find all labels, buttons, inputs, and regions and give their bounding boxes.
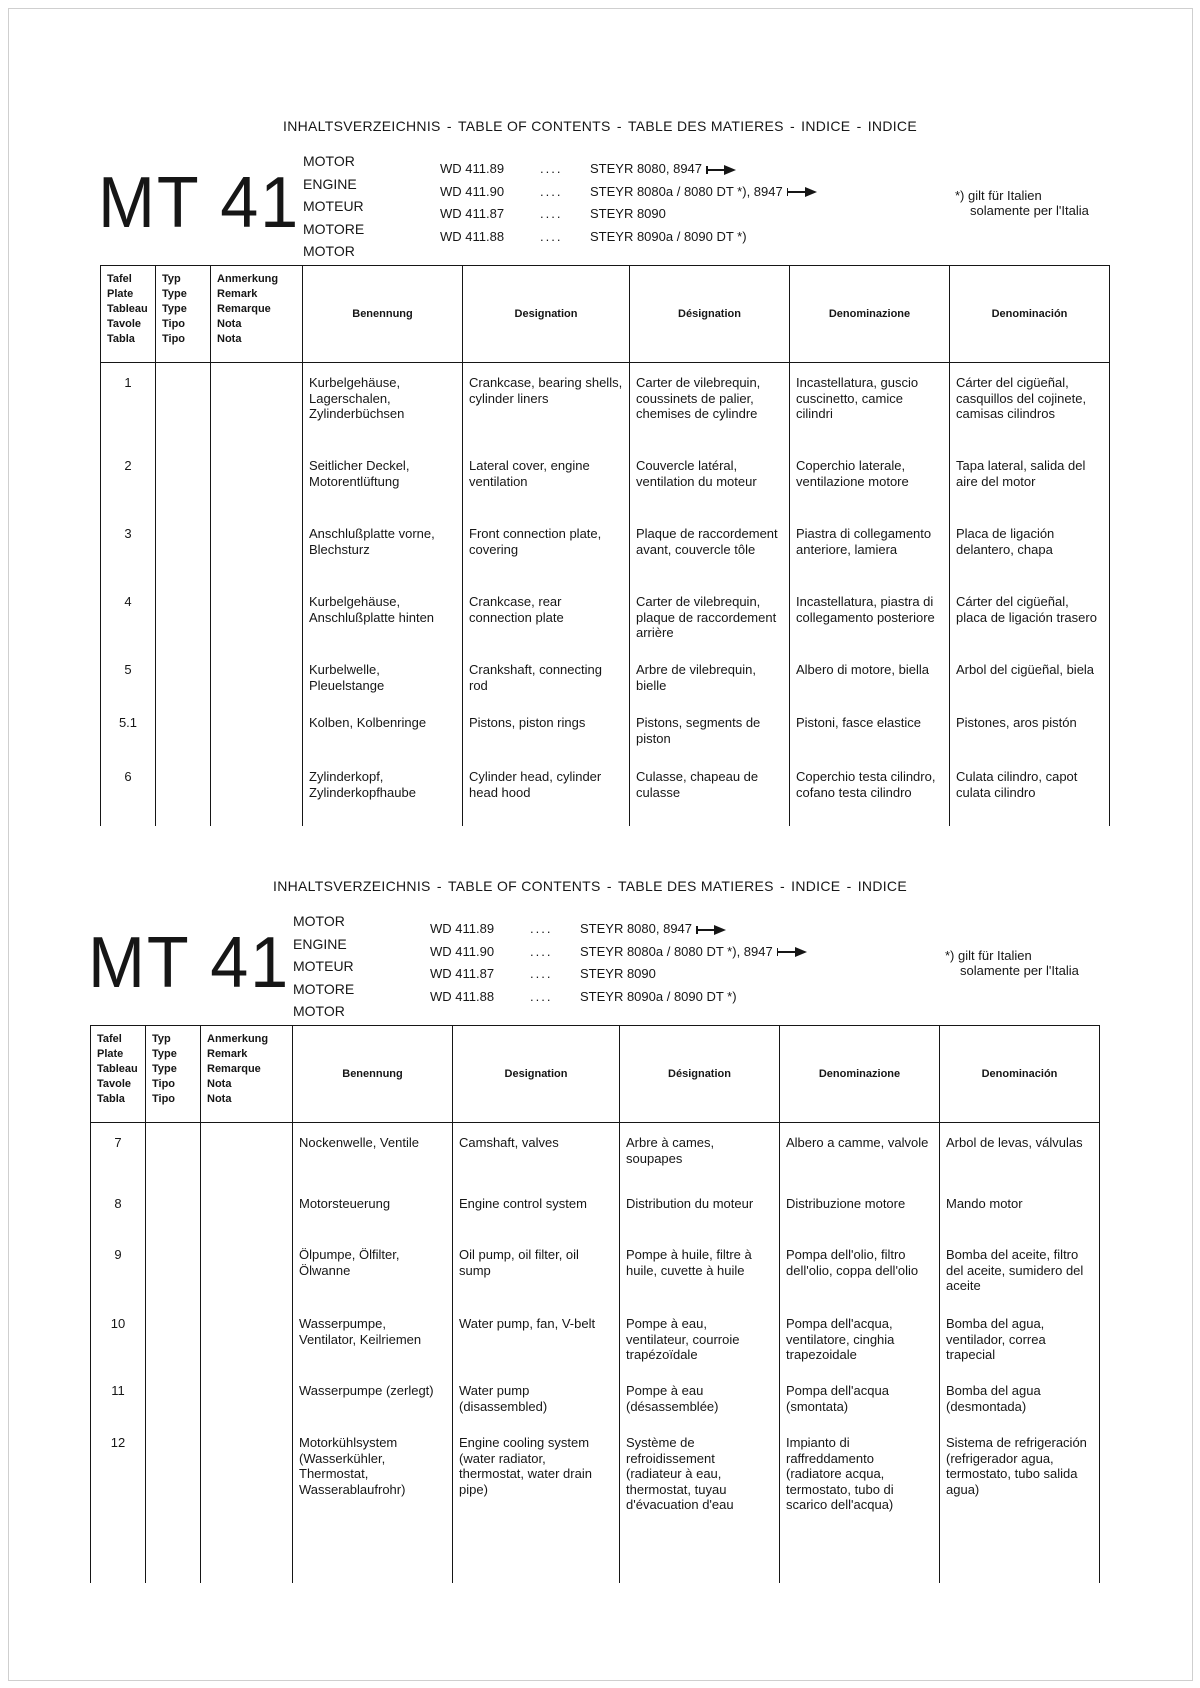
- table-row: 10 Wasserpumpe, Ventilator, Keilriemen Water pump, fan, V-belt Pompe à eau, ventilateur, courroie trapézoïdale Pompa dell'acqua, ventilatore, cinghia trapezoidale Bomba del agua, ventilador, correa trapecial: [91, 1316, 1100, 1383]
- toc-heading: INHALTSVERZEICHNIS - TABLE OF CONTENTS - TABLE DES MATIERES - INDICE - INDICE: [273, 878, 907, 894]
- table-row: 2 Seitlicher Deckel, Motorentlüftung Lateral cover, engine ventilation Couvercle latéral, ventilation du moteur Coperchio laterale, ventilazione motore Tapa lateral, salida del aire del motor: [101, 458, 1110, 526]
- col-header-it: Denominazione: [790, 266, 950, 363]
- model-row: WD 411.90 .... STEYR 8080a / 8080 DT *), 8947: [440, 181, 817, 204]
- model-list: [430, 918, 807, 1008]
- col-header-en: Designation: [453, 1026, 620, 1123]
- col-header-de: Benennung: [303, 266, 463, 363]
- arrow-right-icon: [787, 187, 817, 197]
- model-row: WD 411.87 .... STEYR 8090: [440, 206, 666, 221]
- arrow-right-icon: [777, 947, 807, 957]
- table-row: 7 Nockenwelle, Ventile Camshaft, valves Arbre à cames, soupapes Albero a camme, valvole Arbol de levas, válvulas: [91, 1135, 1100, 1196]
- model-logo: MT 41: [98, 163, 301, 243]
- table-row: 9 Ölpumpe, Ölfilter, Ölwanne Oil pump, oil filter, oil sump Pompe à huile, filtre à huile, cuvette à huile Pompa dell'olio, filtro dell'olio, coppa dell'olio Bomba del aceite, filtro del aceite, sumidero del aceite: [91, 1247, 1100, 1316]
- table-row: 3 Anschlußplatte vorne, Blechsturz Front connection plate, covering Plaque de raccordement avant, couvercle tôle Piastra di collegamento anteriore, lamiera Placa de ligación delantero, chapa: [101, 526, 1110, 594]
- col-header-it: Denominazione: [780, 1026, 940, 1123]
- table-row: 12 Motorkühlsystem (Wasserkühler, Thermostat, Wasserablaufrohr) Engine cooling system (water radiator, thermostat, water drain pipe) Système de refroidissement (radiateur à eau, thermostat, tuyau d'évacuation d'eau Impianto di raffreddamento (radiatore acqua, termostato, tubo di scarico dell'acqua) Sistema de refrigeración (refrigerador agua, termostato, tubo salida agua): [91, 1435, 1100, 1583]
- model-row: WD 411.87 .... STEYR 8090: [430, 966, 656, 981]
- model-logo: MT 41: [88, 923, 291, 1003]
- col-header-es: Denominación: [940, 1026, 1100, 1123]
- engine-label-list: MOTOR ENGINE MOTEUR MOTORE MOTOR: [293, 913, 355, 1019]
- contents-table: [90, 1025, 1100, 1583]
- contents-table: [100, 265, 1110, 826]
- col-header-fr: Désignation: [620, 1026, 780, 1123]
- engine-label-list: MOTOR ENGINE MOTEUR MOTORE MOTOR: [303, 153, 365, 259]
- table-row: 1 Kurbelgehäuse, Lagerschalen, Zylinderbüchsen Crankcase, bearing shells, cylinder liners Carter de vilebrequin, coussinets de palier, chemises de cylindre Incastellatura, guscio cuscinetto, camice cilindri Cárter del cigüeñal, casquillos del cojinete, camisas cilindros: [101, 375, 1110, 458]
- table-row: 6 Zylinderkopf, Zylinderkopfhaube Cylinder head, cylinder head hood Culasse, chapeau de culasse Coperchio testa cilindro, cofano testa cilindro Culata cilindro, capot culata cilindro: [101, 769, 1110, 826]
- toc-heading: INHALTSVERZEICHNIS - TABLE OF CONTENTS - TABLE DES MATIERES - INDICE - INDICE: [283, 118, 917, 134]
- col-header-type: Typ Type Type Tipo Tipo: [156, 266, 211, 363]
- toc-section-2: [0, 760, 1190, 1520]
- model-row: WD 411.88 .... STEYR 8090a / 8090 DT *): [430, 988, 737, 1004]
- table-row: 8 Motorsteuerung Engine control system Distribution du moteur Distribuzione motore Mando motor: [91, 1196, 1100, 1247]
- table-header-row: [101, 266, 1110, 363]
- table-row: 5 Kurbelwelle, Pleuelstange Crankshaft, connecting rod Arbre de vilebrequin, bielle Albero di motore, biella Arbol del cigüeñal, biela: [101, 662, 1110, 715]
- model-list: [440, 158, 817, 248]
- model-row: WD 411.89 .... STEYR 8080, 8947: [440, 158, 817, 181]
- col-header-plate: Tafel Plate Tableau Tavole Tabla: [101, 266, 156, 363]
- col-header-type: Typ Type Type Tipo Tipo: [146, 1026, 201, 1123]
- table-row: 4 Kurbelgehäuse, Anschlußplatte hinten Crankcase, rear connection plate Carter de vilebrequin, plaque de raccordement arrière Incastellatura, piastra di collegamento posteriore Cárter del cigüeñal, placa de ligación trasero: [101, 594, 1110, 662]
- model-row: WD 411.89 .... STEYR 8080, 8947: [430, 918, 807, 941]
- table-row: 5.1 Kolben, Kolbenringe Pistons, piston rings Pistons, segments de piston Pistoni, fasce elastice Pistones, aros pistón: [101, 715, 1110, 769]
- model-row: WD 411.90 .... STEYR 8080a / 8080 DT *), 8947: [430, 941, 807, 964]
- col-header-en: Designation: [463, 266, 630, 363]
- col-header-remark: Anmerkung Remark Remarque Nota Nota: [211, 266, 303, 363]
- footnote: *) gilt für Italien solamente per l'Italia: [945, 948, 1079, 978]
- col-header-plate: Tafel Plate Tableau Tavole Tabla: [91, 1026, 146, 1123]
- footnote: *) gilt für Italien solamente per l'Italia: [955, 188, 1089, 218]
- arrow-right-icon: [696, 925, 726, 935]
- col-header-remark: Anmerkung Remark Remarque Nota Nota: [201, 1026, 293, 1123]
- col-header-fr: Désignation: [630, 266, 790, 363]
- model-row: WD 411.88 .... STEYR 8090a / 8090 DT *): [440, 228, 747, 244]
- table-row: 11 Wasserpumpe (zerlegt) Water pump (disassembled) Pompe à eau (désassemblée) Pompa dell'acqua (smontata) Bomba del agua (desmontada): [91, 1383, 1100, 1435]
- col-header-es: Denominación: [950, 266, 1110, 363]
- col-header-de: Benennung: [293, 1026, 453, 1123]
- toc-section-1: [0, 0, 1200, 800]
- table-header-row: [91, 1026, 1100, 1123]
- arrow-right-icon: [706, 165, 736, 175]
